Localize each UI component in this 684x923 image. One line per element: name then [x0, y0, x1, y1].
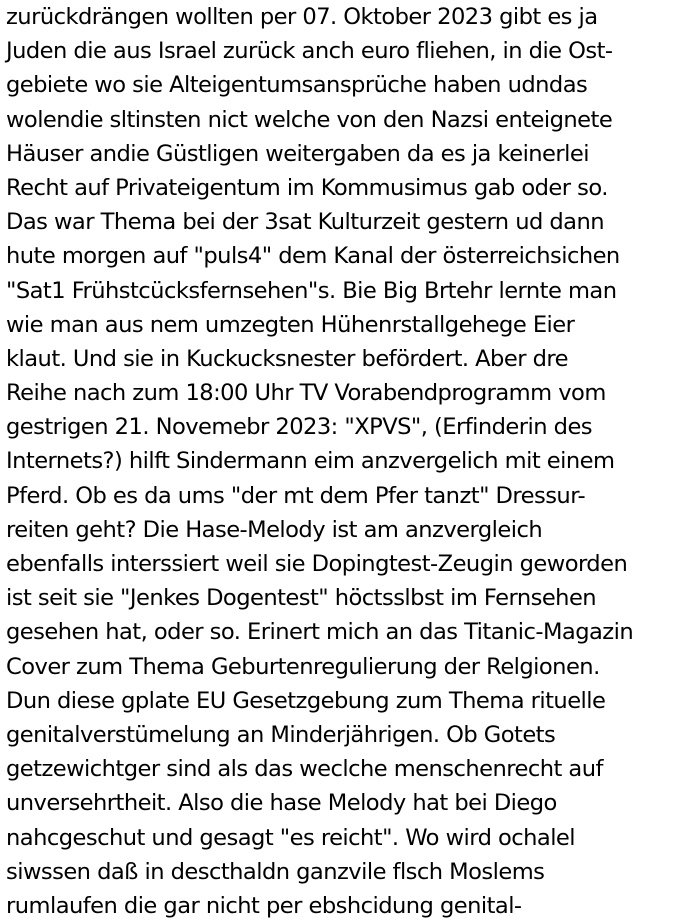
text-line: unversehrtheit. Also die hase Melody hat bei Diego [6, 790, 557, 817]
text-line: Juden die aus Israel zurück anch euro fliehen, in die Ost- [6, 38, 613, 65]
text-line: Pferd. Ob es da ums "der mt dem Pfer tanzt" Dressur- [6, 482, 586, 509]
text-line: gesehen hat, oder so. Erinert mich an das Titanic-Magazin [6, 619, 634, 646]
text-line: hute morgen auf "puls4" dem Kanal der österreichsichen [6, 243, 620, 270]
text-line: gestrigen 21. Novemebr 2023: "XPVS", (Erfinderin des [6, 414, 593, 441]
text-line: ebenfalls interssiert weil sie Dopingtest-Zeugin geworden [6, 551, 628, 577]
text-line: Cover zum Thema Geburtenregulierung der Relgionen. [6, 653, 600, 680]
text-line: Reihe nach zum 18:00 Uhr TV Vorabendprogramm vom [6, 380, 606, 407]
text-line: Häuser andie Güstligen weitergaben da es ja keinerlei [6, 140, 589, 167]
text-line: nahcgeschut und gesagt "es reicht". Wo wird ochalel [6, 824, 576, 851]
text-line: Recht auf Privateigentum im Kommusimus gab oder so. [6, 174, 608, 201]
text-line: Internets?) hilft Sindermann eim anzvergelich mit einem [6, 448, 615, 475]
text-line: reiten geht? Die Hase-Melody ist am anzvergleich [6, 516, 543, 543]
text-line: genitalverstümelung an Minderjährigen. Ob Gotets [6, 721, 556, 748]
text-line: gebiete wo sie Alteigentumsansprüche haben udndas [6, 72, 588, 99]
text-line: wie man aus nem umzegten Hühenrstallgehege Eier [6, 311, 575, 338]
body-text [6, 0, 682, 923]
text-line: getzewichtger sind als das weclche menschenrecht auf [6, 756, 603, 783]
text-line: Dun diese gplate EU Gesetzgebung zum Thema rituelle [6, 687, 606, 714]
text-line: ist seit sie "Jenkes Dogentest" höctsslbst im Fernsehen [6, 585, 597, 612]
text-line: rumlaufen die gar nicht per ebshcidung genital- [6, 892, 522, 919]
text-line: klaut. Und sie in Kuckucksnester befördert. Aber dre [6, 345, 568, 372]
text-line: "Sat1 Frühstcücksfernsehen"s. Bie Big Brtehr lernte man [6, 277, 617, 304]
text-line: Das war Thema bei der 3sat Kulturzeit gestern ud dann [6, 209, 605, 236]
text-line: zurückdrängen wollten per 07. Oktober 2023 gibt es ja [6, 4, 598, 30]
text-line: siwssen daß in descthaldn ganzvile flsch Moslems [6, 858, 545, 885]
text-line: wolendie sltinsten nict welche von den Nazsi enteignete [6, 106, 613, 133]
